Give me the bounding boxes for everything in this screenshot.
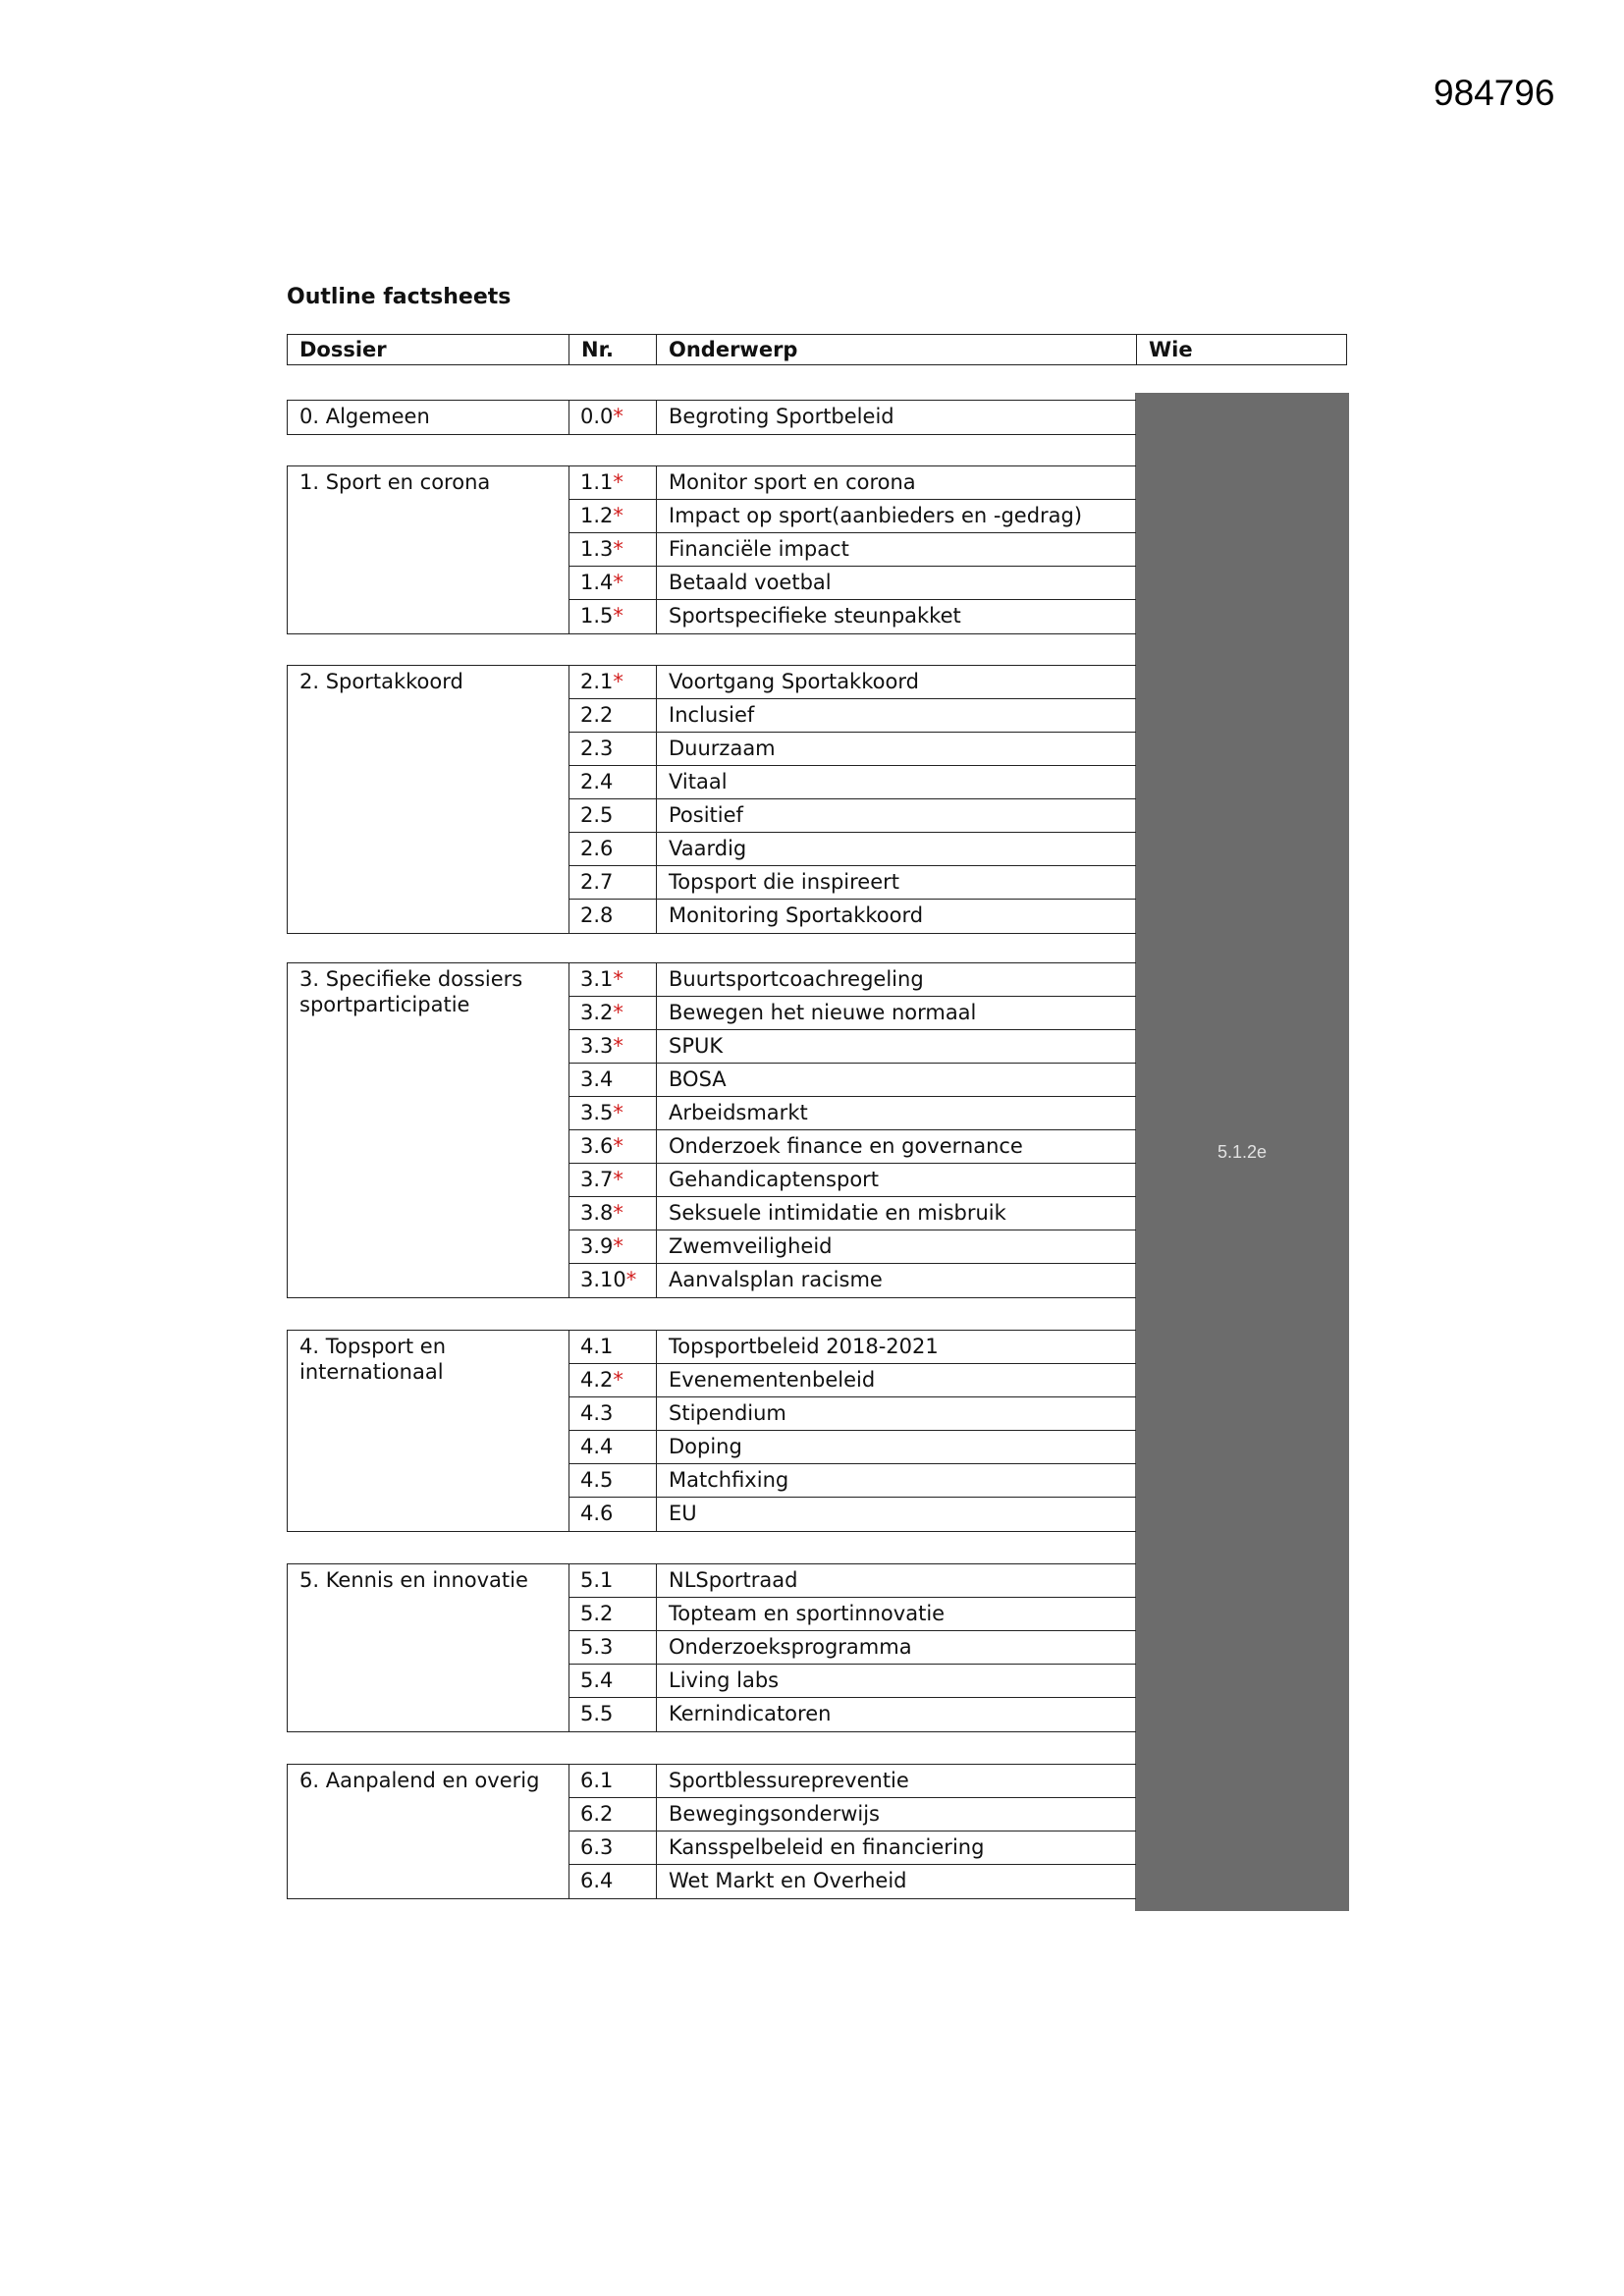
topic-subject: Sportblessurepreventie — [669, 1769, 909, 1792]
topic-number: 3.3 — [580, 1034, 614, 1058]
page-title: Outline factsheets — [287, 285, 512, 309]
topic-number-cell — [569, 699, 657, 732]
asterisk-mark: * — [613, 1201, 623, 1225]
table-row — [569, 1665, 1136, 1698]
topic-number-cell — [569, 766, 657, 798]
topic-number-cell — [569, 567, 657, 599]
topic-number-cell — [569, 1030, 657, 1063]
table-row — [569, 997, 1136, 1030]
topic-number: 2.7 — [580, 870, 614, 894]
topic-number-cell — [569, 1230, 657, 1263]
topic-number-cell — [569, 1464, 657, 1497]
topic-number-cell — [569, 1498, 657, 1531]
topic-subject: EU — [669, 1502, 697, 1525]
topic-number: 3.1 — [580, 967, 614, 991]
table-row — [569, 533, 1136, 567]
dossier-label: 0. Algemeen — [288, 401, 569, 434]
topic-number-cell — [569, 1698, 657, 1731]
header-wie: Wie — [1149, 338, 1193, 361]
topic-number: 2.2 — [580, 703, 614, 727]
topic-number-cell — [569, 1164, 657, 1196]
dossier-label: 2. Sportakkoord — [288, 666, 569, 933]
table-row — [569, 1631, 1136, 1665]
table-row — [569, 1831, 1136, 1865]
topic-subject: Aanvalsplan racisme — [669, 1268, 883, 1291]
topic-number: 3.9 — [580, 1234, 614, 1258]
topic-number-cell — [569, 1665, 657, 1697]
topic-number-cell — [569, 500, 657, 532]
table-row — [569, 466, 1136, 500]
table-row — [569, 1164, 1136, 1197]
topic-subject: Kernindicatoren — [669, 1702, 832, 1725]
topic-number: 4.6 — [580, 1502, 614, 1525]
topic-subject: Topsportbeleid 2018-2021 — [669, 1335, 939, 1358]
table-header — [287, 334, 1347, 365]
topic-number-cell — [569, 1598, 657, 1630]
topic-number: 3.2 — [580, 1001, 614, 1024]
topic-subject: Voortgang Sportakkoord — [669, 670, 919, 693]
topic-subject: Vitaal — [669, 770, 728, 793]
asterisk-mark: * — [613, 504, 623, 527]
topic-subject: Kansspelbeleid en financiering — [669, 1835, 985, 1859]
topic-number: 4.5 — [580, 1468, 614, 1492]
dossier-group — [287, 1330, 1136, 1532]
redaction-block — [1135, 393, 1349, 1911]
asterisk-mark: * — [613, 1101, 623, 1124]
table-row — [569, 699, 1136, 733]
topic-number-cell — [569, 1364, 657, 1396]
asterisk-mark: * — [613, 967, 623, 991]
topic-number: 2.3 — [580, 737, 614, 760]
table-row — [569, 833, 1136, 866]
topic-number: 1.2 — [580, 504, 614, 527]
topic-number-cell — [569, 900, 657, 933]
table-row — [569, 1765, 1136, 1798]
topic-number-cell — [569, 799, 657, 832]
topic-number-cell — [569, 1798, 657, 1831]
table-row — [569, 1431, 1136, 1464]
asterisk-mark: * — [613, 1234, 623, 1258]
topic-number: 4.3 — [580, 1401, 614, 1425]
dossier-group — [287, 1764, 1136, 1899]
table-row — [569, 1230, 1136, 1264]
topic-number: 5.3 — [580, 1635, 614, 1659]
asterisk-mark: * — [613, 537, 623, 561]
dossier-label: 4. Topsport en internationaal — [288, 1331, 569, 1531]
topic-subject: Doping — [669, 1435, 742, 1458]
topic-subject: Zwemveiligheid — [669, 1234, 833, 1258]
topic-number-cell — [569, 997, 657, 1029]
topic-number: 5.1 — [580, 1568, 614, 1592]
header-dossier: Dossier — [288, 335, 569, 364]
table-row — [569, 500, 1136, 533]
table-row — [569, 766, 1136, 799]
asterisk-mark: * — [613, 670, 623, 693]
topic-number-cell — [569, 401, 657, 434]
topic-subject: Seksuele intimidatie en misbruik — [669, 1201, 1006, 1225]
topic-number: 1.5 — [580, 604, 614, 628]
table-row — [569, 1564, 1136, 1598]
topic-subject: BOSA — [669, 1067, 727, 1091]
table-row — [569, 1197, 1136, 1230]
table-row — [569, 733, 1136, 766]
topic-number: 2.5 — [580, 803, 614, 827]
topic-subject: Wet Markt en Overheid — [669, 1869, 907, 1892]
topic-number: 5.4 — [580, 1668, 614, 1692]
topic-rows — [569, 466, 1136, 633]
topic-number-cell — [569, 1264, 657, 1297]
topic-number: 5.5 — [580, 1702, 614, 1725]
table-row — [569, 1798, 1136, 1831]
table-row — [569, 1130, 1136, 1164]
topic-rows — [569, 963, 1136, 1297]
document-number: 984796 — [1434, 73, 1555, 113]
dossier-group — [287, 465, 1136, 634]
topic-subject: Monitor sport en corona — [669, 470, 916, 494]
topic-number-cell — [569, 866, 657, 899]
table-row — [569, 1264, 1136, 1297]
topic-rows — [569, 401, 1136, 434]
table-row — [569, 401, 1136, 434]
table-row — [569, 1498, 1136, 1531]
topic-number: 2.8 — [580, 903, 614, 927]
dossier-label: 5. Kennis en innovatie — [288, 1564, 569, 1731]
topic-rows — [569, 666, 1136, 933]
topic-rows — [569, 1331, 1136, 1531]
topic-subject: Onderzoeksprogramma — [669, 1635, 912, 1659]
topic-rows — [569, 1564, 1136, 1731]
topic-subject: Evenementenbeleid — [669, 1368, 876, 1392]
table-row — [569, 1698, 1136, 1731]
topic-number-cell — [569, 833, 657, 865]
topic-subject: Arbeidsmarkt — [669, 1101, 808, 1124]
topic-number: 4.2 — [580, 1368, 614, 1392]
topic-number: 4.1 — [580, 1335, 614, 1358]
topic-subject: Monitoring Sportakkoord — [669, 903, 924, 927]
topic-number-cell — [569, 533, 657, 566]
topic-number: 5.2 — [580, 1602, 614, 1625]
topic-number: 2.4 — [580, 770, 614, 793]
topic-number-cell — [569, 1765, 657, 1797]
topic-subject: Living labs — [669, 1668, 780, 1692]
topic-subject: Stipendium — [669, 1401, 786, 1425]
topic-number: 2.1 — [580, 670, 614, 693]
topic-number-cell — [569, 466, 657, 499]
topic-number: 6.3 — [580, 1835, 614, 1859]
table-row — [569, 1865, 1136, 1898]
topic-number-cell — [569, 1397, 657, 1430]
topic-subject: Matchfixing — [669, 1468, 789, 1492]
topic-subject: Vaardig — [669, 837, 747, 860]
table-row — [569, 1064, 1136, 1097]
topic-number-cell — [569, 1631, 657, 1664]
dossier-group — [287, 665, 1136, 934]
topic-subject: Sportspecifieke steunpakket — [669, 604, 961, 628]
topic-number-cell — [569, 1564, 657, 1597]
topic-subject: Betaald voetbal — [669, 571, 832, 594]
topic-number: 3.7 — [580, 1168, 614, 1191]
topic-subject: Topteam en sportinnovatie — [669, 1602, 946, 1625]
dossier-group — [287, 1563, 1136, 1732]
topic-subject: Duurzaam — [669, 737, 776, 760]
topic-number: 6.2 — [580, 1802, 614, 1826]
asterisk-mark: * — [613, 571, 623, 594]
table-row — [569, 666, 1136, 699]
table-row — [569, 600, 1136, 633]
table-row — [569, 1464, 1136, 1498]
topic-subject: Topsport die inspireert — [669, 870, 899, 894]
topic-subject: Bewegingsonderwijs — [669, 1802, 880, 1826]
topic-subject: Begroting Sportbeleid — [669, 405, 894, 428]
topic-number-cell — [569, 1064, 657, 1096]
topic-number: 2.6 — [580, 837, 614, 860]
topic-subject: NLSportraad — [669, 1568, 798, 1592]
topic-number-cell — [569, 1130, 657, 1163]
topic-subject: Buurtsportcoachregeling — [669, 967, 924, 991]
topic-number: 3.6 — [580, 1134, 614, 1158]
topic-number-cell — [569, 733, 657, 765]
topic-number-cell — [569, 600, 657, 633]
topic-subject: SPUK — [669, 1034, 724, 1058]
dossier-label: 1. Sport en corona — [288, 466, 569, 633]
topic-number-cell — [569, 666, 657, 698]
topic-number-cell — [569, 1097, 657, 1129]
topic-number: 6.1 — [580, 1769, 614, 1792]
topic-number: 1.4 — [580, 571, 614, 594]
asterisk-mark: * — [613, 1134, 623, 1158]
topic-rows — [569, 1765, 1136, 1898]
table-row — [569, 799, 1136, 833]
table-row — [569, 1097, 1136, 1130]
topic-subject: Onderzoek finance en governance — [669, 1134, 1023, 1158]
asterisk-mark: * — [613, 604, 623, 628]
topic-number-cell — [569, 1197, 657, 1230]
asterisk-mark: * — [613, 470, 623, 494]
topic-number: 3.4 — [580, 1067, 614, 1091]
redaction-code: 5.1.2e — [1217, 1141, 1268, 1162]
topic-number-cell — [569, 1865, 657, 1898]
topic-subject: Impact op sport(aanbieders en -gedrag) — [669, 504, 1083, 527]
table-row — [569, 1598, 1136, 1631]
table-row — [569, 1331, 1136, 1364]
topic-number: 3.10 — [580, 1268, 626, 1291]
topic-number-cell — [569, 1431, 657, 1463]
table-row — [569, 1030, 1136, 1064]
asterisk-mark: * — [613, 1168, 623, 1191]
table-row — [569, 866, 1136, 900]
topic-number: 1.3 — [580, 537, 614, 561]
asterisk-mark: * — [613, 1368, 623, 1392]
header-nr: Nr. — [569, 335, 657, 364]
asterisk-mark: * — [613, 1001, 623, 1024]
topic-subject: Gehandicaptensport — [669, 1168, 880, 1191]
topic-number: 3.8 — [580, 1201, 614, 1225]
topic-subject: Bewegen het nieuwe normaal — [669, 1001, 977, 1024]
topic-number: 3.5 — [580, 1101, 614, 1124]
table-row — [569, 963, 1136, 997]
table-row — [569, 567, 1136, 600]
asterisk-mark: * — [613, 405, 623, 428]
asterisk-mark: * — [625, 1268, 637, 1291]
topic-number: 1.1 — [580, 470, 614, 494]
dossier-group — [287, 962, 1136, 1298]
topic-number-cell — [569, 1831, 657, 1864]
header-onderwerp: Onderwerp — [657, 335, 1137, 364]
table-row — [569, 1364, 1136, 1397]
asterisk-mark: * — [613, 1034, 623, 1058]
topic-number: 4.4 — [580, 1435, 614, 1458]
topic-number: 6.4 — [580, 1869, 614, 1892]
topic-subject: Positief — [669, 803, 743, 827]
topic-number-cell — [569, 1331, 657, 1363]
topic-subject: Inclusief — [669, 703, 755, 727]
dossier-group — [287, 400, 1136, 435]
dossier-label: 3. Specifieke dossiers sportparticipatie — [288, 963, 569, 1297]
dossier-label: 6. Aanpalend en overig — [288, 1765, 569, 1898]
table-row — [569, 1397, 1136, 1431]
table-row — [569, 900, 1136, 933]
topic-subject: Financiële impact — [669, 537, 849, 561]
topic-number: 0.0 — [580, 405, 614, 428]
topic-number-cell — [569, 963, 657, 996]
